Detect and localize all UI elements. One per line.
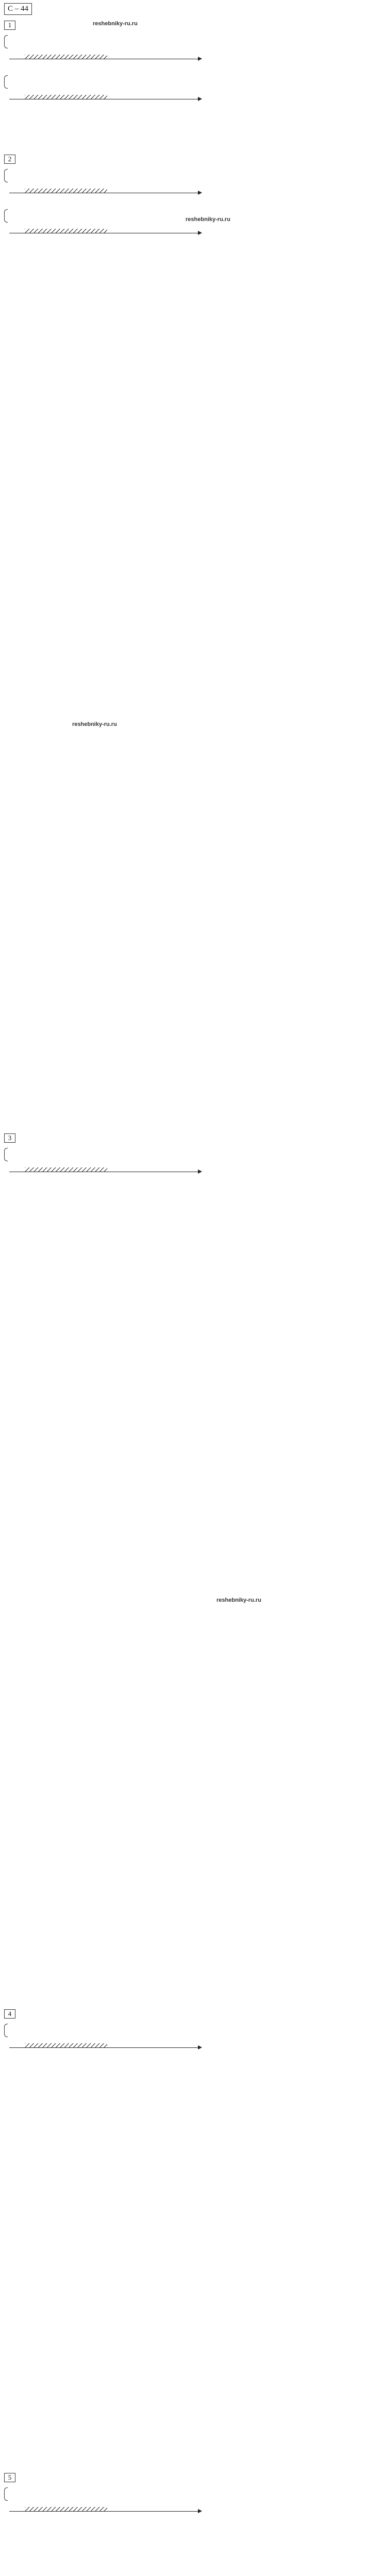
section-marker: 1 bbox=[4, 21, 15, 30]
section-marker: 3 bbox=[4, 1133, 15, 1143]
number-line bbox=[4, 2504, 375, 2516]
section-marker: 5 bbox=[4, 2473, 15, 2482]
number-line bbox=[4, 92, 375, 104]
inequality-system bbox=[4, 1148, 375, 1161]
answer-line bbox=[4, 238, 375, 246]
answer-line bbox=[4, 2516, 375, 2524]
section-4 bbox=[4, 2009, 375, 2061]
number-line bbox=[4, 226, 375, 238]
inequality-system bbox=[4, 75, 375, 89]
watermark-text: reshebniky-ru.ru bbox=[93, 21, 138, 27]
section-3 bbox=[4, 1133, 375, 1185]
watermark-text: reshebniky-ru.ru bbox=[217, 1597, 261, 1603]
section-1 bbox=[4, 21, 375, 104]
answer-line bbox=[4, 198, 375, 206]
page-title: С – 44 bbox=[4, 3, 32, 15]
answer-line bbox=[4, 64, 375, 72]
inequality-system bbox=[4, 169, 375, 182]
number-line bbox=[4, 1164, 375, 1177]
watermark-text: reshebniky-ru.ru bbox=[72, 721, 117, 727]
answer-line bbox=[4, 1177, 375, 1185]
number-line bbox=[4, 52, 375, 64]
number-line bbox=[4, 2040, 375, 2053]
watermark-text: reshebniky-ru.ru bbox=[186, 216, 230, 223]
section-2 bbox=[4, 155, 375, 246]
answer-line bbox=[4, 2053, 375, 2061]
inequality-system bbox=[4, 2024, 375, 2037]
number-line bbox=[4, 185, 375, 198]
section-marker: 2 bbox=[4, 155, 15, 164]
inequality-system bbox=[4, 2487, 375, 2501]
section-marker: 4 bbox=[4, 2009, 15, 2019]
section-5 bbox=[4, 2473, 375, 2524]
inequality-system bbox=[4, 35, 375, 48]
